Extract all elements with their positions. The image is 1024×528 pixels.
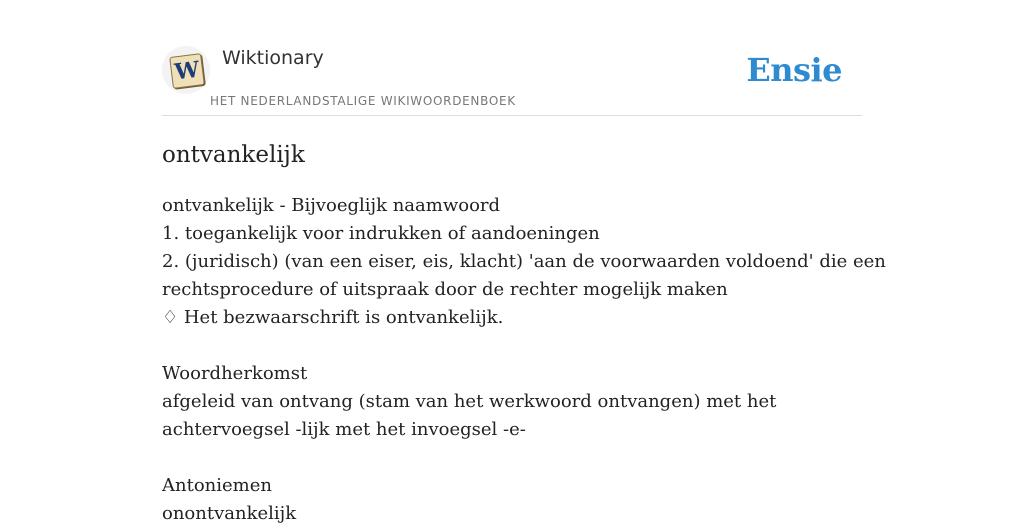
- spacer: [162, 332, 862, 360]
- definition-item-continuation: rechtsprocedure of uitspraak door de rechter mogelijk maken: [162, 279, 728, 300]
- spacer: [162, 444, 862, 472]
- site-header: [162, 0, 862, 116]
- antonym-item: onontvankelijk: [162, 503, 297, 524]
- etymology-heading: Woordherkomst: [162, 363, 308, 384]
- usage-example: ♢ Het bezwaarschrift is ontvankelijk.: [162, 307, 504, 328]
- etymology-text: afgeleid van ontvang (stam van het werkwoord ontvangen) met het: [162, 391, 777, 412]
- logo-letter: W: [169, 53, 205, 89]
- page-title: ontvankelijk: [162, 142, 305, 168]
- definition-item: 2. (juridisch) (van een eiser, eis, klacht) 'aan de voorwaarden voldoend' die een: [162, 251, 886, 272]
- page: [162, 0, 886, 524]
- definition-header: ontvankelijk - Bijvoeglijk naamwoord: [162, 195, 501, 216]
- definition-item: 1. toegankelijk voor indrukken of aandoeningen: [162, 223, 600, 244]
- site-tagline: HET NEDERLANDSTALIGE WIKIWOORDENBOEK: [210, 94, 516, 108]
- ensie-brand-link[interactable]: Ensie: [746, 51, 842, 89]
- etymology-text-continuation: achtervoegsel -lijk met het invoegsel -e-: [162, 419, 526, 440]
- wiktionary-logo-icon[interactable]: [162, 46, 210, 94]
- site-name[interactable]: Wiktionary: [222, 47, 324, 69]
- antonyms-heading: Antoniemen: [162, 475, 272, 496]
- entry-content: [162, 192, 886, 528]
